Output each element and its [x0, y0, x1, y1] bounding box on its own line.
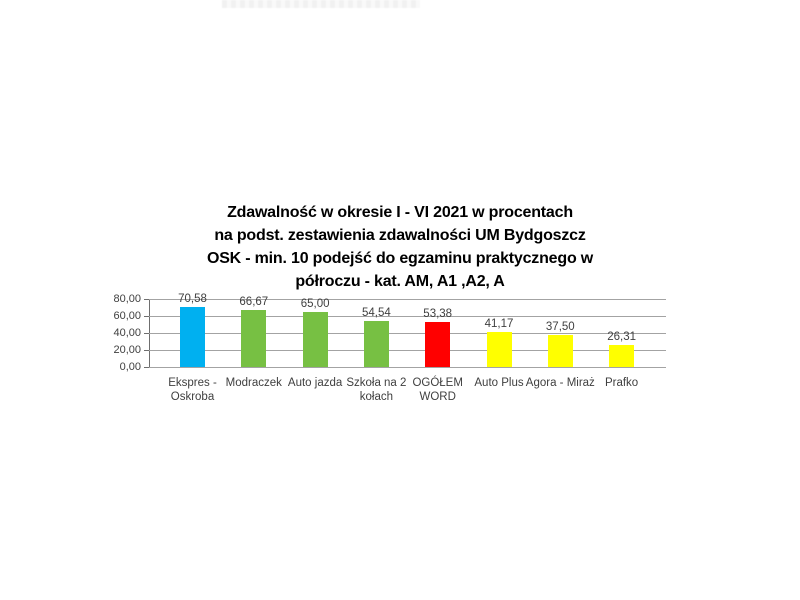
category-label-line: Auto jazda — [287, 377, 343, 389]
bar-szko-a-na-2-ko-ach — [364, 321, 389, 367]
bar-value-label: 65,00 — [300, 297, 330, 310]
bar-value-label: 37,50 — [545, 321, 575, 334]
y-axis-label: 80,00 — [113, 293, 141, 305]
category-label-line: Prafko — [604, 377, 639, 389]
chart-title-line-3: OSK - min. 10 podejść do egzaminu praktycznego w — [206, 250, 594, 267]
category-label-line: Auto Plus — [474, 377, 524, 389]
bar-value-label: 54,54 — [362, 306, 391, 319]
gridline — [149, 333, 666, 334]
category-label-line: Oskroba — [170, 391, 215, 403]
y-axis-tick — [144, 367, 149, 368]
bar-auto-plus — [487, 332, 512, 367]
bar-prafko — [609, 345, 634, 367]
bar-value-label: 70,58 — [178, 293, 207, 306]
chart-title-line-1: Zdawalność w okresie I - VI 2021 w procentach — [227, 204, 573, 221]
category-label-line: Agora - Miraż — [525, 377, 595, 389]
category-label-line: Modraczek — [225, 377, 282, 389]
y-axis-tick — [144, 333, 149, 334]
plot-area — [113, 293, 666, 403]
bar-agora-mira- — [548, 335, 573, 367]
cropped-artifact-strip — [222, 0, 420, 8]
bar-ekspres-oskroba — [180, 307, 205, 367]
gridline — [149, 350, 666, 351]
bar-auto-jazda — [303, 312, 328, 367]
y-axis-tick — [144, 316, 149, 317]
chart-title-line-4: półroczu - kat. AM, A1 ,A2, A — [295, 273, 505, 290]
bar-value-label: 66,67 — [239, 296, 269, 309]
chart-title — [100, 201, 700, 293]
bar-value-label: 41,17 — [484, 318, 514, 331]
bar-value-label: 26,31 — [607, 330, 636, 343]
bar-value-label: 53,38 — [423, 307, 453, 320]
y-axis-tick — [144, 350, 149, 351]
y-axis-tick — [144, 299, 149, 300]
y-axis-label: 40,00 — [113, 327, 141, 339]
bar-og-em-word — [425, 322, 450, 367]
chart-title-line-2: na podst. zestawienia zdawalności UM Bydgoszcz — [214, 227, 586, 244]
category-label-line: WORD — [419, 391, 456, 403]
y-axis-label: 0,00 — [119, 361, 141, 373]
category-label-line: Ekspres - — [168, 377, 217, 389]
category-label-line: kołach — [359, 391, 394, 403]
category-label — [574, 376, 670, 390]
bar-modraczek — [241, 310, 266, 367]
gridline — [149, 367, 666, 368]
y-axis-label: 60,00 — [113, 310, 141, 322]
y-axis-label: 20,00 — [113, 344, 141, 356]
category-label-line: OGÓŁEM — [412, 377, 463, 389]
category-label-line: Szkoła na 2 — [346, 377, 407, 389]
